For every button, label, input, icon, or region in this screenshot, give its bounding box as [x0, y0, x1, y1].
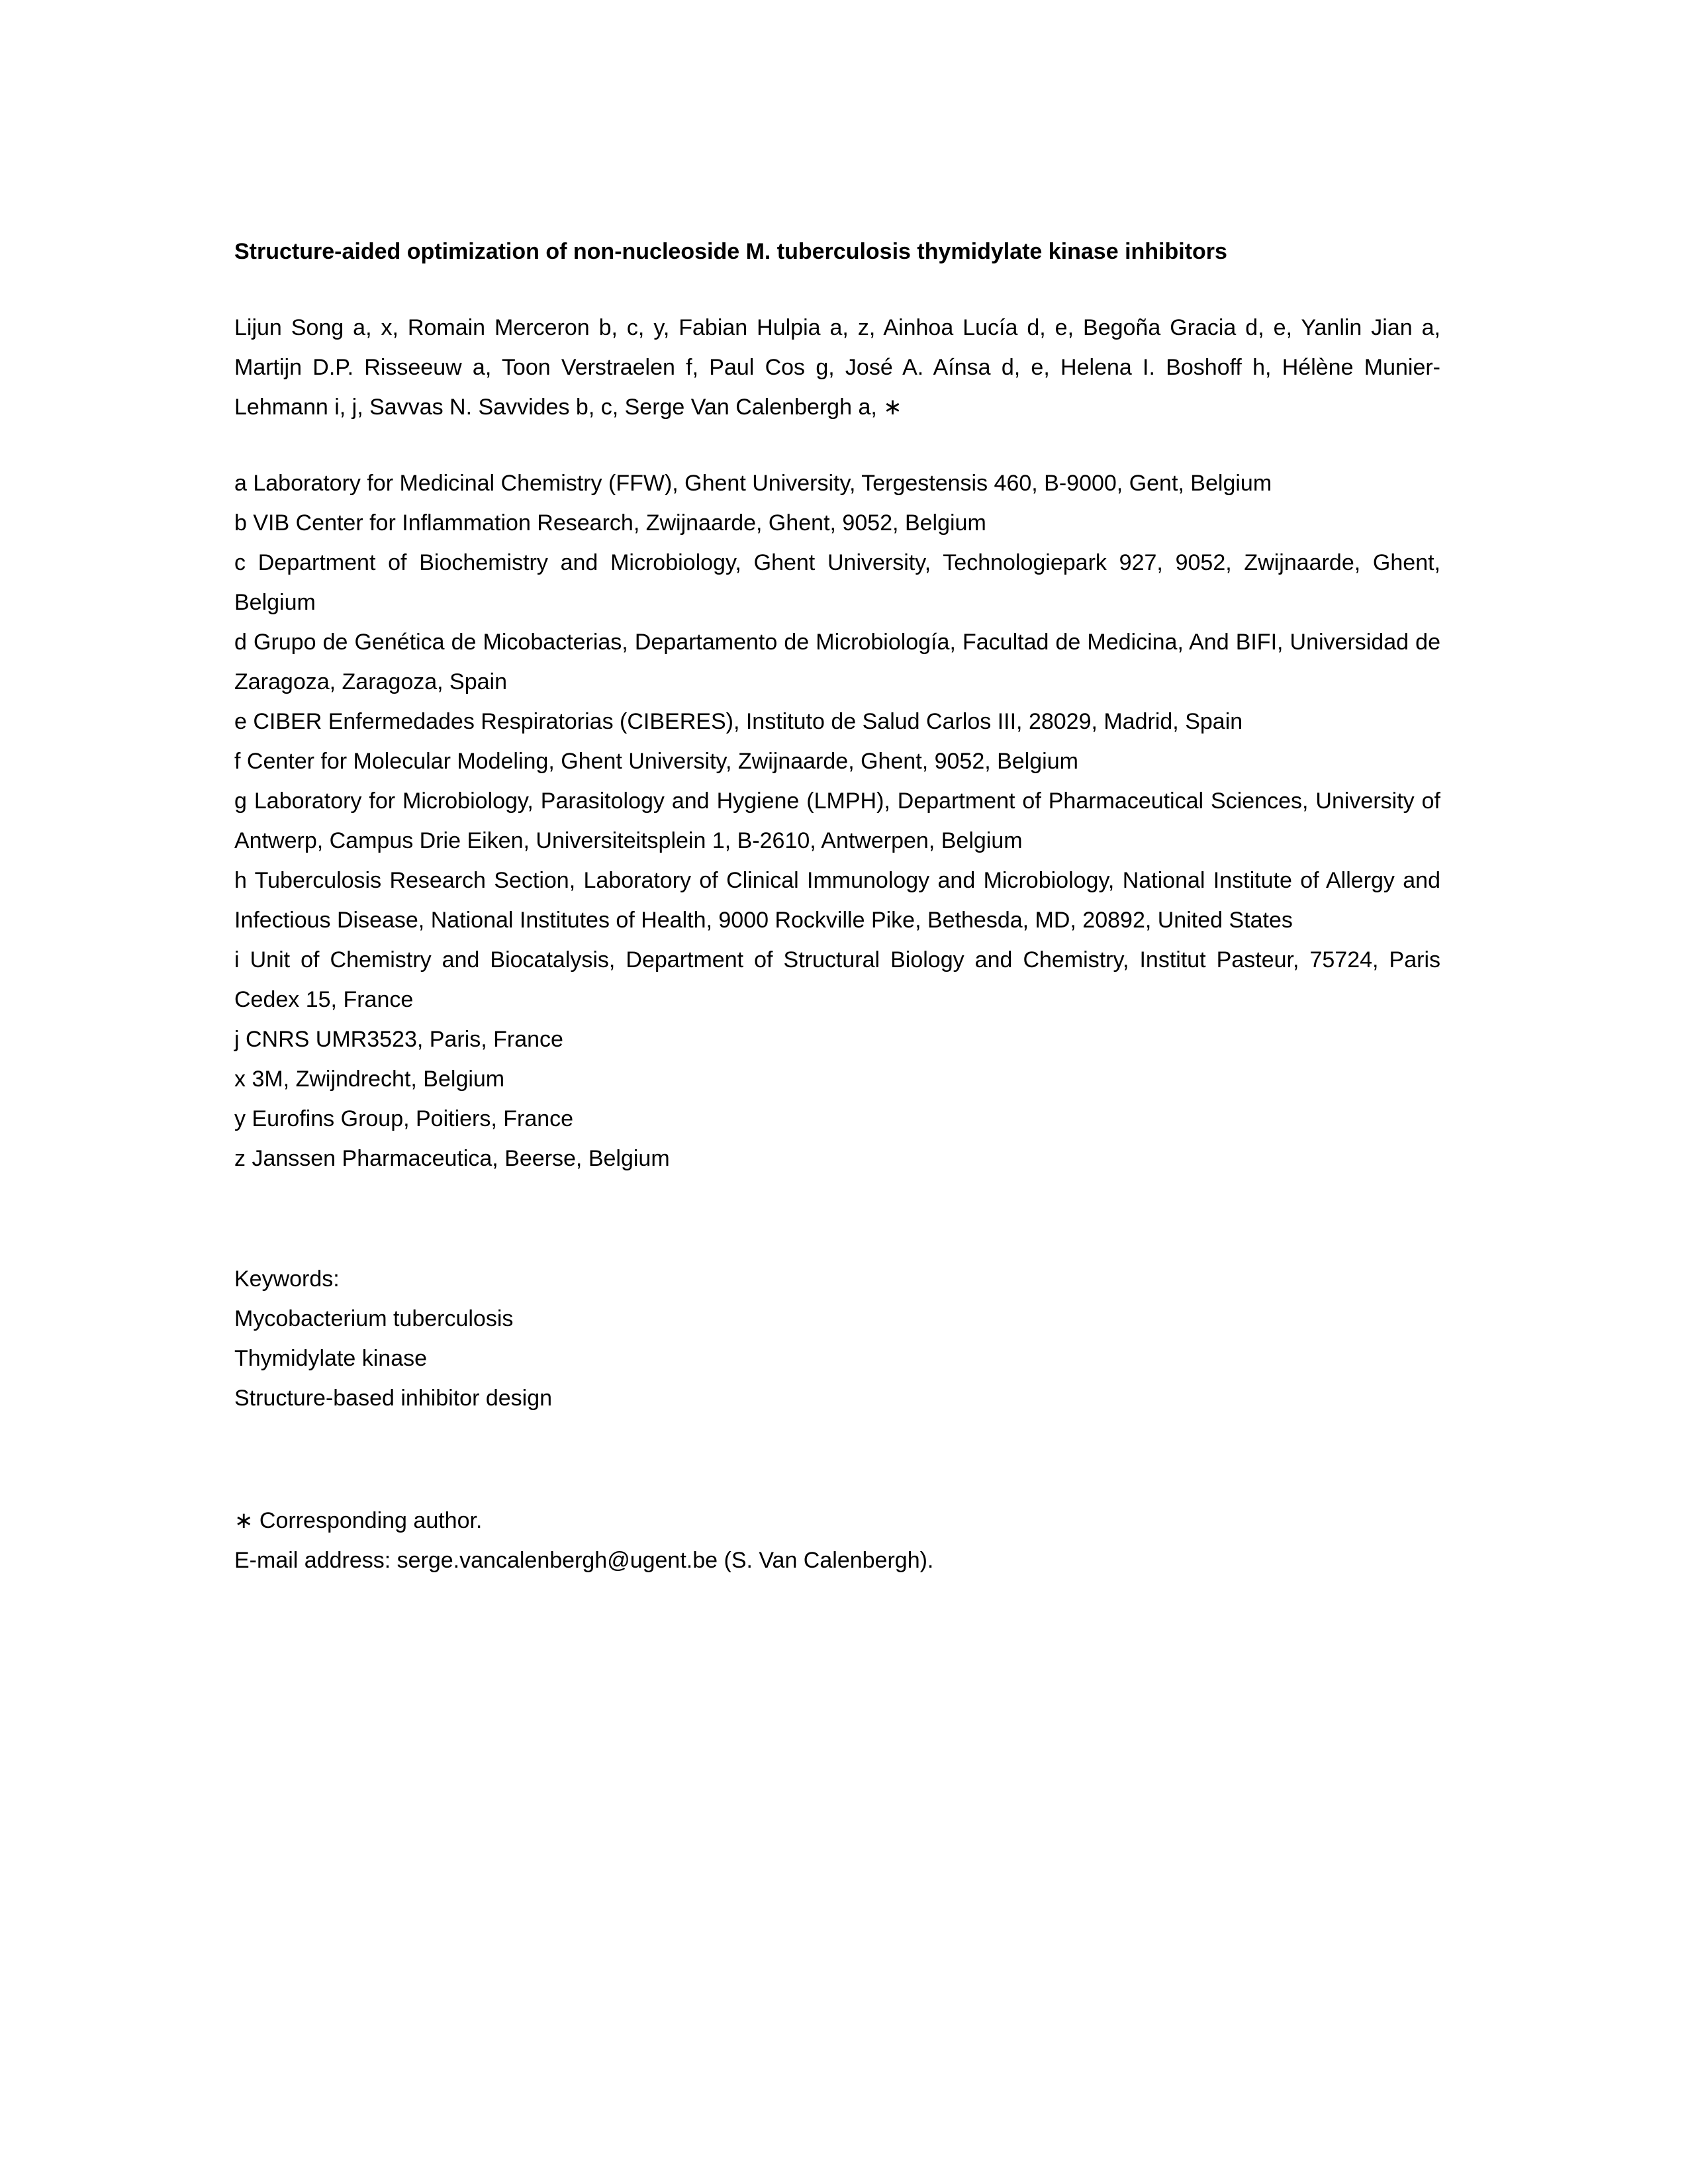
paper-title: Structure-aided optimization of non-nucleoside M. tuberculosis thymidylate kinase inhibitors: [234, 239, 1227, 264]
affiliation-b: b VIB Center for Inflammation Research, Zwijnaarde, Ghent, 9052, Belgium: [234, 510, 986, 536]
keyword-item: Structure-based inhibitor design: [234, 1386, 553, 1411]
affiliations-block: [234, 463, 1440, 1178]
keywords-label: Keywords:: [234, 1266, 340, 1292]
keywords-block: [234, 1259, 1440, 1418]
correspondence-block: [234, 1501, 1440, 1580]
affiliation-d: d Grupo de Genética de Micobacterias, Departamento de Microbiología, Facultad de Medicina, And BIFI, Universidad de Zaragoza, Zaragoza, Spain: [234, 630, 1440, 694]
corresponding-author-note: ∗ Corresponding author.: [234, 1508, 483, 1533]
author-list: Lijun Song a, x, Romain Merceron b, c, y, Fabian Hulpia a, z, Ainhoa Lucía d, e, Begoña Gracia d, e, Yanlin Jian a, Martijn D.P. Risseeuw a, Toon Verstraelen f, Paul Cos g, José A. Aínsa d, e, Helena I. Boshoff h, Hélène Munier-Lehmann i, j, Savvas N. Savvides b, c, Serge Van Calenbergh a, ∗: [234, 315, 1440, 420]
affiliation-z: z Janssen Pharmaceutica, Beerse, Belgium: [234, 1146, 670, 1171]
page-content: [234, 232, 1440, 1580]
corresponding-author-email: E-mail address: serge.vancalenbergh@ugent.be (S. Van Calenbergh).: [234, 1548, 934, 1573]
affiliation-x: x 3M, Zwijndrecht, Belgium: [234, 1067, 505, 1092]
affiliation-a: a Laboratory for Medicinal Chemistry (FFW), Ghent University, Tergestensis 460, B-9000, Gent, Belgium: [234, 471, 1272, 496]
affiliation-e: e CIBER Enfermedades Respiratorias (CIBERES), Instituto de Salud Carlos III, 28029, Madrid, Spain: [234, 709, 1243, 734]
keyword-item: Mycobacterium tuberculosis: [234, 1306, 514, 1331]
affiliation-y: y Eurofins Group, Poitiers, France: [234, 1106, 574, 1131]
affiliation-f: f Center for Molecular Modeling, Ghent University, Zwijnaarde, Ghent, 9052, Belgium: [234, 749, 1078, 774]
affiliation-g: g Laboratory for Microbiology, Parasitology and Hygiene (LMPH), Department of Pharmaceutical Sciences, University of Antwerp, Campus Drie Eiken, Universiteitsplein 1, B-2610, Antwerpen, Belgium: [234, 788, 1440, 853]
affiliation-c: c Department of Biochemistry and Microbiology, Ghent University, Technologiepark 927, 9052, Zwijnaarde, Ghent, Belgium: [234, 550, 1440, 615]
affiliation-j: j CNRS UMR3523, Paris, France: [234, 1027, 563, 1052]
affiliation-h: h Tuberculosis Research Section, Laboratory of Clinical Immunology and Microbiology, National Institute of Allergy and Infectious Disease, National Institutes of Health, 9000 Rockville Pike, Bethesda, MD, 20892, United States: [234, 868, 1440, 933]
keyword-item: Thymidylate kinase: [234, 1346, 428, 1371]
affiliation-i: i Unit of Chemistry and Biocatalysis, Department of Structural Biology and Chemistry, Institut Pasteur, 75724, Paris Cedex 15, France: [234, 947, 1440, 1012]
